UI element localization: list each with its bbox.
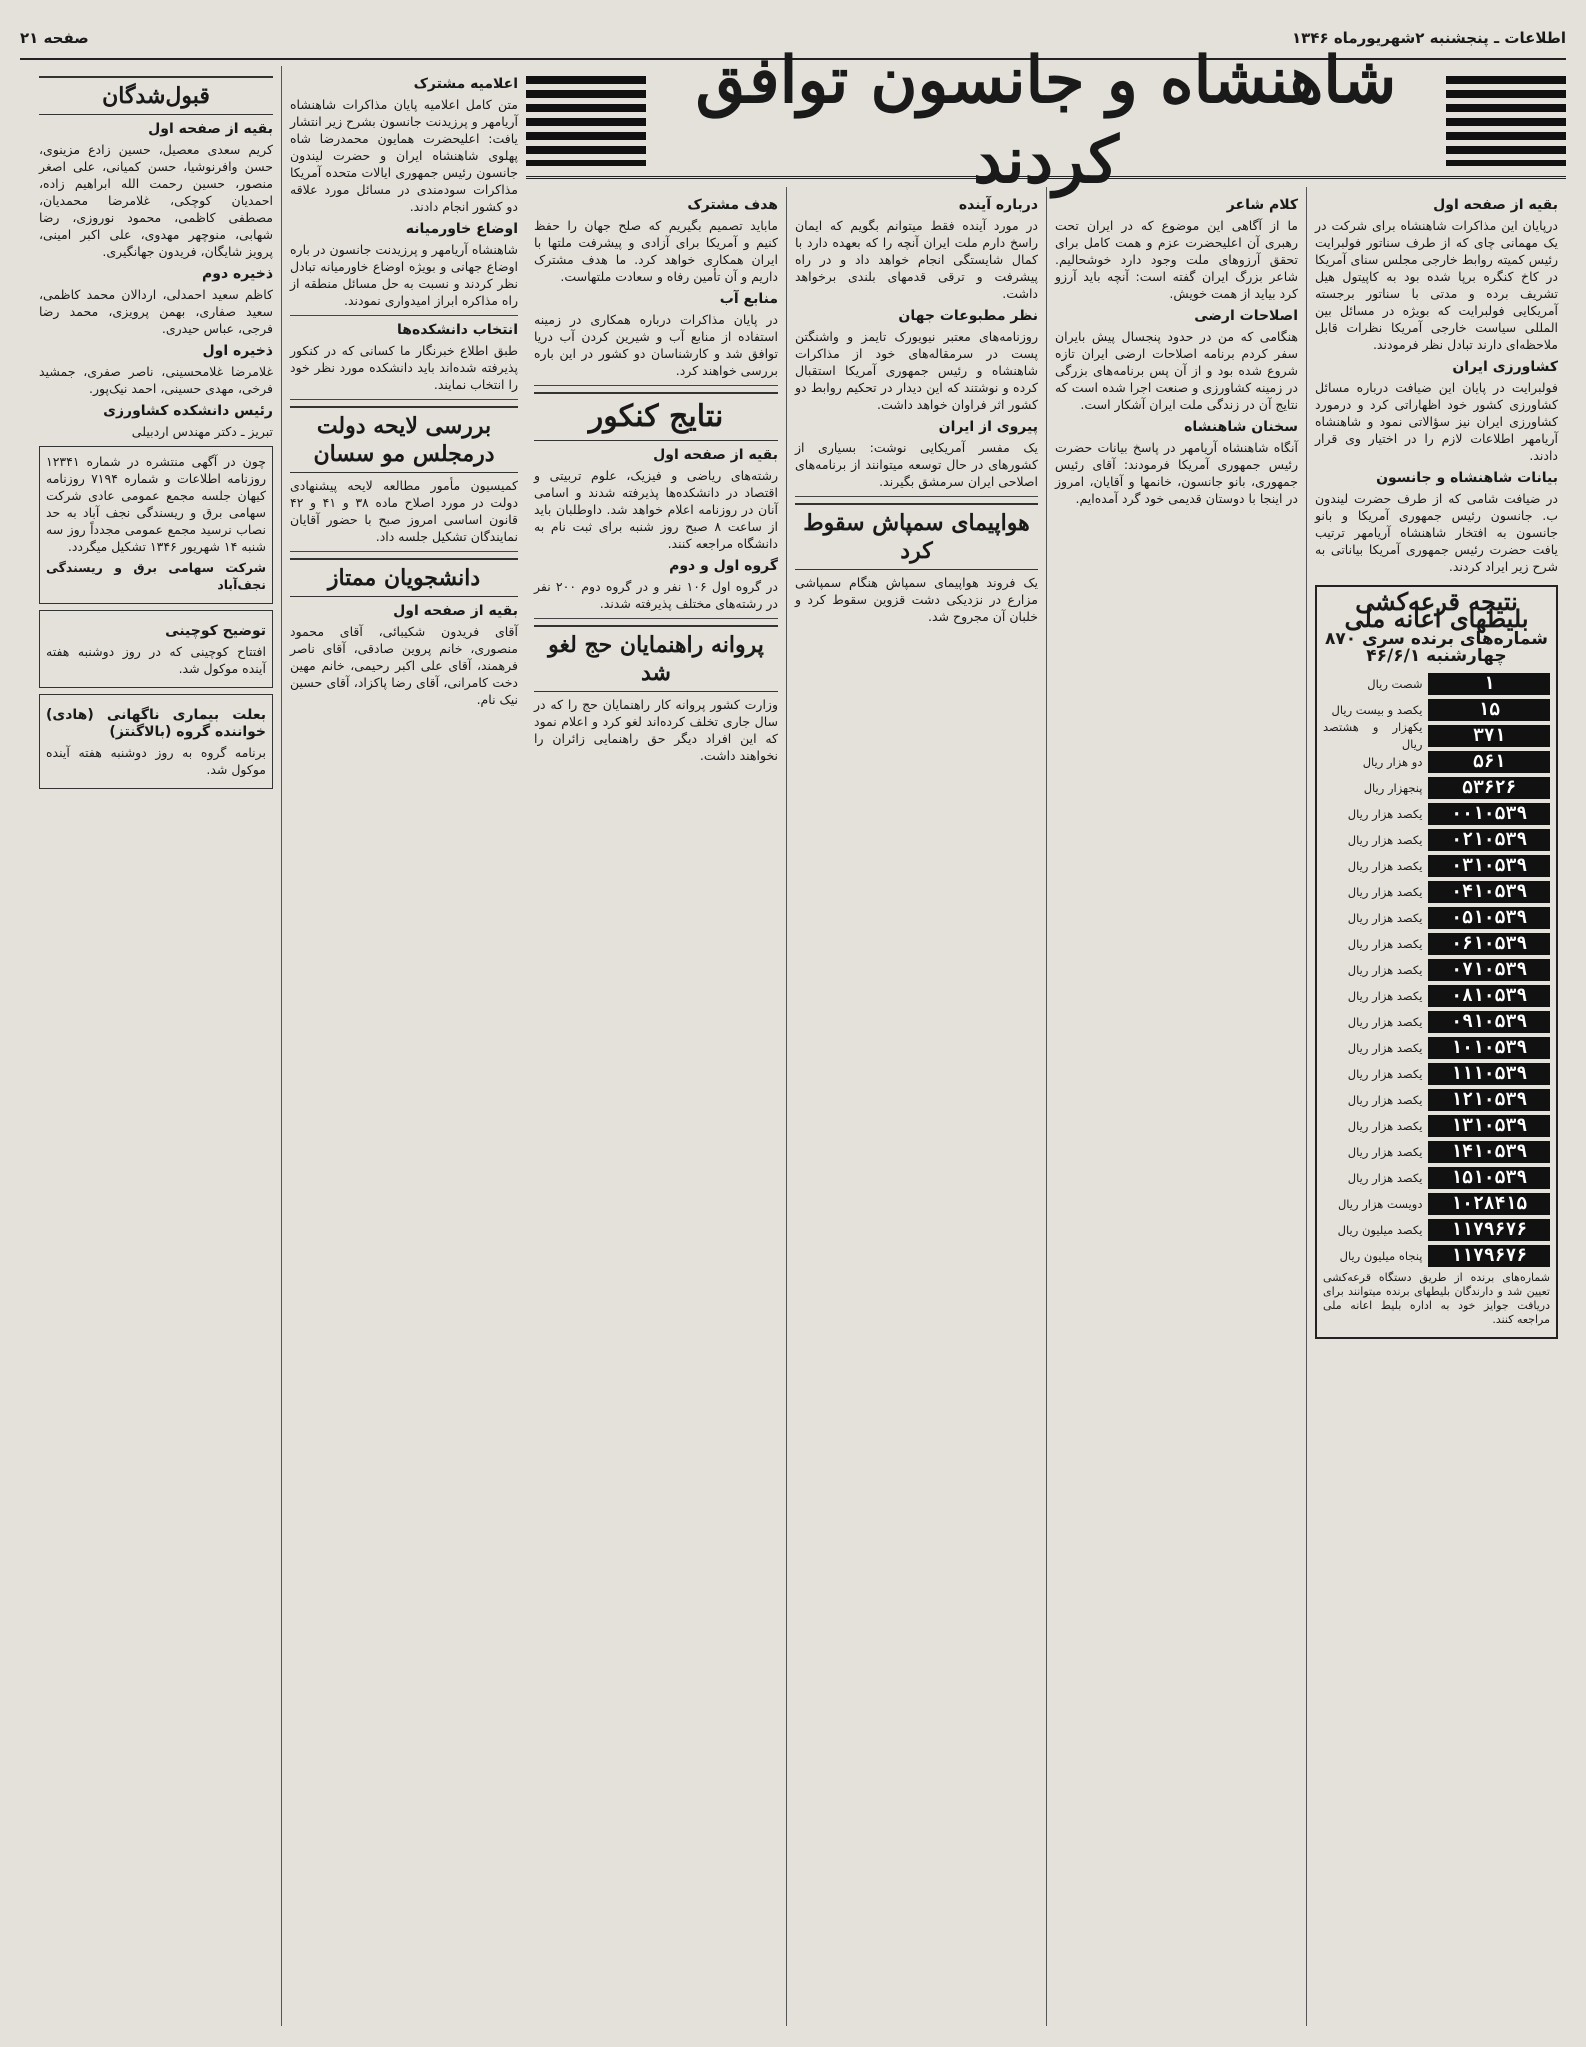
main-col-2 [1046,187,1306,2026]
lottery-title: نتیجه قرعه‌کشی بلیطهای اعانه ملی [1344,587,1529,633]
lottery-row [1323,1063,1550,1085]
lottery-winning-number: ۰۰۱۰۵۳۹ [1428,803,1550,825]
sources-text: در پایان مذاکرات درباره همکاری در زمینه استفاده از منابع آب و شیرین کردن آب دریا توافق شد و کارشناسان دو کشور در این باره بررسی خواهند کرد. [534,312,778,378]
budget-headline: بررسی لایحه دولت درمجلس مو سسان [290,406,518,473]
headline-ornament [1446,76,1566,166]
students-lead-label: بقیه از صفحه اول [393,603,518,619]
divider [795,496,1038,497]
lottery-row [1323,959,1550,981]
sub-reserve-2: ذخیره اول [202,343,273,359]
crash-text: یک فروند هواپیمای سمپاش هنگام سمپاشی مزارع در نزدیکی دشت قزوین سقوط کرد و خلبان آن مجروح شد. [795,575,1038,624]
sub-sources: منابع آب [719,291,778,307]
agriculture-text: فولبرایت در پایان این ضیافت درباره مسائل کشاورزی کشور خود اظهاراتی کرد و درمورد کشاورزی ایران نیز سؤالاتی نمود و شاهنشاه آریامهر اطلاعات لازم را در اختیار وی قرار دادند. [1315,380,1558,463]
poet-text: ما از آگاهی این موضوع که در ایران تحت رهبری آن اعلیحضرت عزم و همت کامل برای تحقق آرزوهای ملت وجود دارد خوشحالیم. شاعر بزرگ ایران گفته است: آنچه باید آرزو کرد بیاید از همت خویش. [1055,218,1298,301]
lottery-winning-number: ۱۱۷۹۶۷۶ [1428,1245,1550,1267]
konkur-text: رشته‌های ریاضی و فیزیک، علوم تربیتی و اقتصاد در دانشکده‌ها پذیرفته شدند و اسامی آنان در روزنامه اعلام خواهد شد. داوطلبان باید از ساعت ۸ صبح روز شنبه برای ثبت نام به دانشگاه مراجعه کنند. [534,468,778,551]
lottery-row [1323,803,1550,825]
press-text: روزنامه‌های معتبر نیویورک تایمز و واشنگتن پست در سرمقاله‌های خود از مذاکرات شاهنشاه و رئیس جمهوری آمریکا استقبال کرده و نوشتند که این دیدار در تحکیم روابط دو کشور اثر فراوان خواهد داشت. [795,329,1038,412]
lottery-prize-label: پنجهزار ریال [1363,780,1423,795]
main-headline: شاهنشاه و جانسون توافق کردند [695,43,1397,198]
lottery-winning-number: ۱۵ [1428,699,1550,721]
konkur-headline: نتایج کنکور [534,392,778,441]
lead-label: بقیه از صفحه اول [1433,197,1558,213]
lottery-prize-label: یکصد هزار ریال [1347,1092,1423,1107]
budget-text: کمیسیون مأمور مطالعه لایحه پیشنهادی دولت در مورد اصلاح ماده ۳۸ و ۴۱ و ۴۲ قانون اساسی امروز صبح با حضور آقایان نمایندگان تشکیل جلسه داد. [290,478,519,544]
lottery-row [1323,907,1550,929]
main-columns [526,187,1566,2026]
sub-chancellor: رئیس دانشکده کشاورزی [103,403,273,419]
lottery-row [1323,829,1550,851]
lottery-row [1323,1167,1550,1189]
shah-words-text: آنگاه شاهنشاه آریامهر در پاسخ بیانات حضرت رئیس جمهوری آمریکا فرمودند: آقای رئیس جمهوری، بانو جانسون، خانمها و آقایان، امروز در اینجا با دوستان قدیمی خود گرد آمده‌ایم. [1055,440,1298,506]
statement-text: در ضیافت شامی که از طرف حضرت لیندون ب. جانسون رئیس جمهوری آمریکا و بانو جانسون به افتخار شاهنشاه آریامهر ترتیب یافت حضرت رئیس جمهوری آمریکا بیاناتی به شرح زیر ایراد کردند. [1315,491,1558,574]
main-story [526,43,1566,2026]
lottery-prize-label: یکصد هزار ریال [1347,1170,1423,1185]
divider [290,551,518,552]
lottery-row [1323,1115,1550,1137]
lottery-row [1323,699,1550,721]
lottery-winning-number: ۱۱۷۹۶۷۶ [1428,1219,1550,1241]
lottery-prize-label: یکصد هزار ریال [1347,1118,1423,1133]
lottery-winning-number: ۰۳۱۰۵۳۹ [1428,855,1550,877]
konkur-select-text: طبق اطلاع خبرنگار ما کسانی که در کنکور پذیرفته شده‌اند باید دانشکده مورد نظر خود را انتخاب نمایند. [290,343,518,392]
lottery-note: شماره‌های برنده از طریق دستگاه قرعه‌کشی تعیین شد و دارندگان بلیطهای برنده میتوانند برای دریافت جوایز خود به اداره بلیط اعانه ملی مراجعه کنند. [1323,1271,1550,1326]
accepted-lead-label: بقیه از صفحه اول [148,121,273,137]
divider [290,315,518,316]
company-notice-box [39,446,273,604]
lottery-prize-label: دو هزار ریال [1362,754,1423,769]
lottery-winning-number: ۱۱۱۰۵۳۹ [1428,1063,1550,1085]
main-col-3 [786,187,1046,2026]
sub-usa: پیروی از ایران [938,419,1038,435]
company-notice-sign: شرکت سهامی برق و ریسندگی نجف‌آباد [46,560,266,592]
lottery-winning-number: ۱۰۲۸۴۱۵ [1428,1193,1550,1215]
students-headline: دانشجویان ممتاز [290,558,518,597]
issue-date: اطلاعات ـ پنجشنبه ۲شهریورماه ۱۳۴۶ [1291,29,1566,47]
lottery-row [1323,751,1550,773]
sub-communique: اعلامیه مشترک [413,76,518,92]
usa-text: یک مفسر آمریکایی نوشت: بسیاری از کشورهای در حال توسعه میتوانند از برنامه‌های اصلاحی ایران سرمشق بگیرند. [795,440,1038,489]
common-text: ماباید تصمیم بگیریم که صلح جهان را حفظ کنیم و آمریکا برای آزادی و پیشرفت ملتها با ایران همکاری خواهد کرد. ما هدف مشترک داریم و آن تأمین رفاه و سعادت ملتهاست. [534,218,778,284]
lottery-winning-number: ۱ [1428,673,1550,695]
konkur-sub-group: گروه اول و دوم [669,558,778,574]
lottery-winning-number: ۱۴۱۰۵۳۹ [1428,1141,1550,1163]
lottery-winning-number: ۳۷۱ [1428,725,1550,747]
mideast-text: شاهنشاه آریامهر و پرزیدنت جانسون در باره اوضاع جهانی و بویژه اوضاع خاورمیانه تبادل نظر کردند و نسبت به حل مسائل منطقه از راه مذاکره ابراز امیدواری نمودند. [290,242,518,308]
lottery-winning-number: ۰۹۱۰۵۳۹ [1428,1011,1550,1033]
col-communique [281,66,526,2026]
main-col-1 [1306,187,1566,2026]
sub-future: درباره آینده [958,197,1038,213]
chancellor-text: تبریز ـ دکتر مهندس اردبیلی [131,424,273,439]
lottery-row [1323,1219,1550,1241]
sub-agriculture: کشاورزی ایران [1452,359,1558,375]
lottery-prize-label: یکصد هزار ریال [1347,806,1423,821]
company-notice-text: چون در آگهی منتشره در شماره ۱۲۳۴۱ روزنامه اطلاعات و شماره ۷۱۹۴ روزنامه کیهان جلسه مجمع عمومی عادی شرکت سهامی برق و ریسندگی نجف آباد به حد نصاب نرسید مجمع عمومی مجدداً روز سه شنبه ۱۴ شهریور ۱۳۴۶ تشکیل میگردد. [46,454,266,554]
kuchini-title: توضیح کوچینی [165,623,266,639]
lottery-row [1323,673,1550,695]
lottery-prize-label: یکصد هزار ریال [1347,858,1423,873]
kuchini-text: افتتاح کوچینی که در روز دوشنبه هفته آینده موکول شد. [46,644,266,676]
lottery-row [1323,1089,1550,1111]
hajj-text: وزارت کشور پروانه کار راهنمایان حج را که در سال جاری تخلف کرده‌اند لغو کرد و اعلام نمود که این افراد دیگر حق راهنمایی زائران را نخواهند داشت. [534,697,778,763]
lead-text: درپایان این مذاکرات شاهنشاه برای شرکت در یک مهمانی چای که از طرف سناتور فولبرایت رئیس کمیته روابط خارجی مجلس سنای آمریکا در کاخ کنگره برپا شده بود به کاپیتول هیل تشریف برده و مدتی با سناتور برجسته آمریکایی فولبرایت که بویژه در مسائل بین المللی سیاست خارجی آمریکا نظرات قابل ملاحظه‌ای دارند تبادل نظر فرمودند. [1315,218,1558,352]
lottery-prize-label: یکصد هزار ریال [1347,1144,1423,1159]
lottery-box [1315,585,1558,1339]
lottery-rows [1323,673,1550,1267]
lottery-row [1323,1011,1550,1033]
lottery-prize-label: یکصد هزار ریال [1347,910,1423,925]
lottery-winning-number: ۵۶۱ [1428,751,1550,773]
lottery-prize-label: یکصد هزار ریال [1347,832,1423,847]
konkur-group-text: در گروه اول ۱۰۶ نفر و در گروه دوم ۲۰۰ نفر در رشته‌های مختلف پذیرفته شدند. [534,579,778,611]
illness-title: بعلت بیماری ناگهانی (هادی) خواننده گروه (بالاگنتز) [46,707,266,740]
konkur-sub-select: انتخاب دانشکده‌ها [396,322,518,338]
main-col-4 [526,187,786,2026]
sub-statement: بیانات شاهنشاه و جانسون [1376,470,1558,486]
lottery-row [1323,1141,1550,1163]
lottery-winning-number: ۰۷۱۰۵۳۹ [1428,959,1550,981]
reforms-text: هنگامی که من در حدود پنجسال پیش بایران سفر کردم برنامه اصلاحات ارضی ایران تازه شروع شده بود و از آن پس برنامه‌های بزرگی در زمینه کشاورزی و صنعت اجرا شده است که نتایج آن در زندگی ملت ایران آشکار است. [1055,329,1298,412]
lottery-prize-label: دویست هزار ریال [1337,1196,1423,1211]
future-text: در مورد آینده فقط میتوانم بگویم که ایمان راسخ دارم ملت ایران آنچه را که بعهده دارد با کمال شایستگی انجام خواهد داد و در راه پیشرفت و ترقی قدمهای بلندی برخواهد داشت. [795,218,1038,301]
lottery-row [1323,1245,1550,1267]
main-headline-box [526,43,1566,198]
divider [534,618,778,619]
lottery-prize-label: یکصد هزار ریال [1347,1040,1423,1055]
communique-text: متن کامل اعلامیه پایان مذاکرات شاهنشاه آریامهر و پرزیدنت جانسون بشرح زیر انتشار یافت: اعلیحضرت همایون محمدرضا شاه پهلوی شاهنشاه ایران و حضرت لیندون جانسون رئیس جمهوری ایالات متحده آمریکا مذاکرات سودمندی در مسائل مورد علاقه دو کشور انجام دادند. [290,97,518,214]
reserve-1-text: کاظم سعید احمدلی، اردالان محمد کاظمی، سعید صفاری، بهمن پرویزی، محمد رضا فرجی، عباس حیدری. [39,287,273,336]
lottery-prize-label: یکصد هزار ریال [1347,936,1423,951]
hajj-headline: پروانه راهنمایان حج لغو شد [534,625,778,692]
crash-headline: هواپیمای سمپاش سقوط کرد [795,503,1038,570]
sub-press: نظر مطبوعات جهان [898,308,1038,324]
headline-ornament [526,76,646,166]
lottery-winning-number: ۵۳۶۲۶ [1428,777,1550,799]
lottery-row [1323,855,1550,877]
kuchini-notice-box [39,610,273,688]
lottery-winning-number: ۰۵۱۰۵۳۹ [1428,907,1550,929]
lottery-winning-number: ۱۳۱۰۵۳۹ [1428,1115,1550,1137]
lottery-winning-number: ۰۴۱۰۵۳۹ [1428,881,1550,903]
lottery-row [1323,1193,1550,1215]
column-grid [20,43,1566,2026]
lottery-subtitle: شماره‌های برنده سری ۸۷۰ چهارشنبه ۴۶/۶/۱ [1324,629,1549,666]
sub-mideast: اوضاع خاورمیانه [405,221,518,237]
lottery-winning-number: ۰۶۱۰۵۳۹ [1428,933,1550,955]
lottery-prize-label: یکصد و بیست ریال [1331,702,1423,717]
lottery-row [1323,777,1550,799]
divider [534,385,778,386]
lottery-prize-label: یکصد هزار ریال [1347,988,1423,1003]
lottery-prize-label: یکصد میلیون ریال [1337,1222,1423,1237]
divider [290,399,518,400]
sub-poet: کلام شاعر [1226,197,1298,213]
accepted-headline: قبول‌شدگان [39,76,273,115]
sub-shah-words: سخنان شاهنشاه [1184,419,1298,435]
illness-notice-box [39,694,273,789]
lottery-winning-number: ۰۲۱۰۵۳۹ [1428,829,1550,851]
sub-reserve-1: ذخیره دوم [202,266,273,282]
lottery-row [1323,933,1550,955]
lottery-row [1323,720,1550,751]
students-text: آقای فریدون شکیبائی، آقای محمود منصوری، خانم پروین صادقی، آقای ناصر فرهمند، آقای علی اکبر رحیمی، خانم مهین دخت کامرانی، آقای رضا پاکزاد، آقای حسین نیک نام. [290,624,518,707]
accepted-text: کریم سعدی معصیل، حسین زادع مزینوی، حسن وافرنوشیا، حسن کمیانی، علی اصغر منصور، حسین رحمت الله ابراهیم زاده، احمدیان کوچکی، غلامرضا محمدیان، مصطفی کاظمی، محمود نوروزی، رضا شهابی، منوچهر مهدوی، علی اکبر امینی، پرویز شایگان، فریدون جهانگیری. [39,142,273,259]
lottery-prize-label: یکهزار و هشتصد ریال [1323,720,1423,751]
lottery-prize-label: یکصد هزار ریال [1347,1014,1423,1029]
lottery-winning-number: ۱۰۱۰۵۳۹ [1428,1037,1550,1059]
lottery-row [1323,985,1550,1007]
lottery-prize-label: پنجاه میلیون ریال [1339,1248,1423,1263]
lottery-winning-number: ۱۵۱۰۵۳۹ [1428,1167,1550,1189]
col-accepted [31,66,281,2026]
lottery-prize-label: یکصد هزار ریال [1347,962,1423,977]
lottery-row [1323,881,1550,903]
illness-text: برنامه گروه به روز دوشنبه هفته آینده موکول شد. [46,745,266,777]
lottery-prize-label: یکصد هزار ریال [1347,1066,1423,1081]
lottery-winning-number: ۱۲۱۰۵۳۹ [1428,1089,1550,1111]
sub-reforms: اصلاحات ارضی [1194,308,1298,324]
lottery-row [1323,1037,1550,1059]
lottery-prize-label: شصت ریال [1367,676,1423,691]
konkur-lead-label: بقیه از صفحه اول [653,447,778,463]
sub-common: هدف مشترک [687,197,778,213]
reserve-2-text: غلامرضا غلامحسینی، ناصر صفری، جمشید فرخی، مهدی حسینی، احمد نیک‌پور. [39,364,273,396]
page-number: صفحه ۲۱ [20,29,89,47]
lottery-prize-label: یکصد هزار ریال [1347,884,1423,899]
lottery-winning-number: ۰۸۱۰۵۳۹ [1428,985,1550,1007]
